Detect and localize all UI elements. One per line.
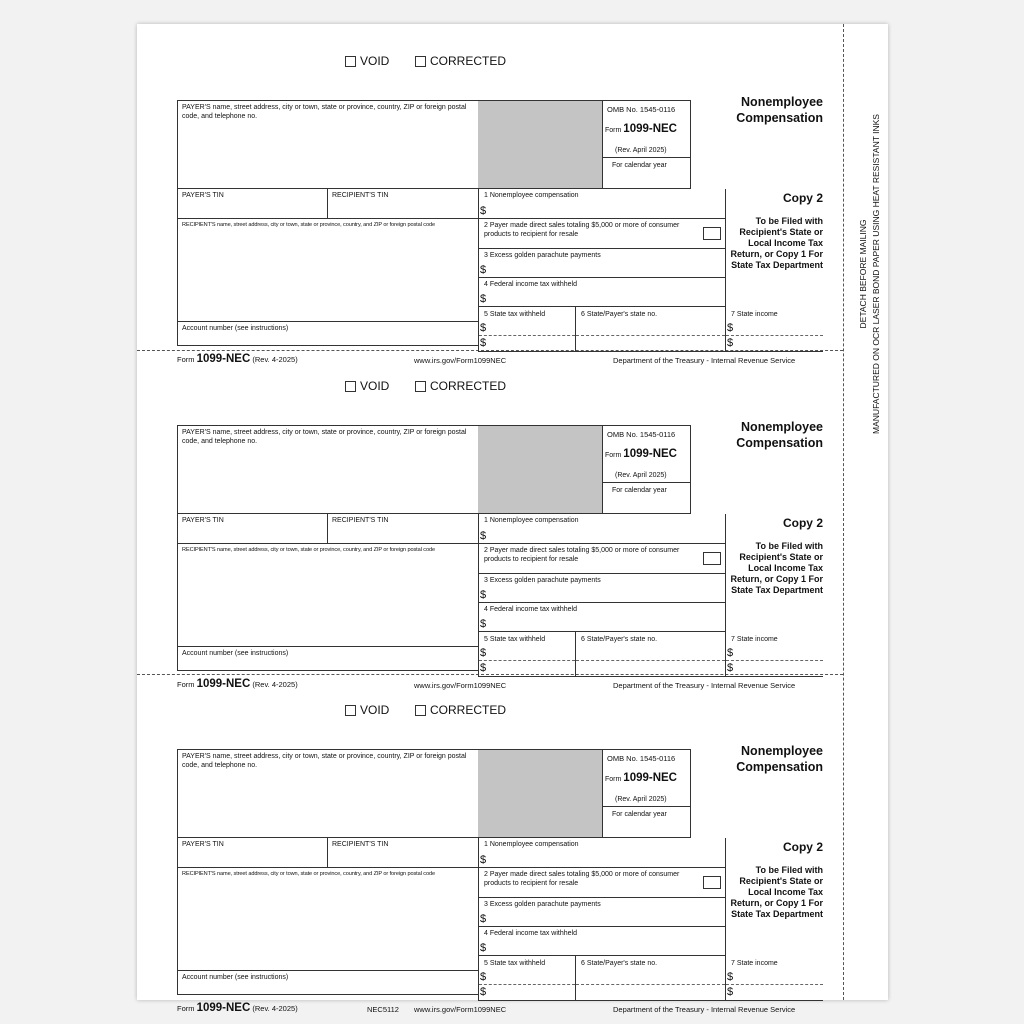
void-option[interactable] <box>345 379 389 393</box>
box3-label: 3 Excess golden parachute payments <box>484 252 601 259</box>
dollar-sign: $ <box>480 530 487 542</box>
box6-field[interactable] <box>575 956 726 1001</box>
irs-url[interactable]: www.irs.gov/Form1099NEC <box>414 1005 507 1014</box>
form-1099-nec <box>137 379 843 690</box>
calendar-year-field[interactable] <box>602 157 691 189</box>
form-1099-nec <box>137 703 843 1014</box>
payer-tin-label: PAYER'S TIN <box>182 841 224 848</box>
footer-form-id: Form 1099-NEC (Rev. 4-2025) <box>177 353 298 365</box>
dollar-sign: $ <box>727 322 734 334</box>
box2-field <box>478 544 726 574</box>
box5-divider <box>479 335 575 336</box>
form-title: Nonemployee Compensation <box>736 744 823 774</box>
box5-label: 5 State tax withheld <box>484 960 546 967</box>
box6-label: 6 State/Payer's state no. <box>581 311 658 318</box>
box2-label: 2 Payer made direct sales totaling $5,000 or more of consumer products to recipient for resale <box>484 871 680 887</box>
box1-label: 1 Nonemployee compensation <box>484 841 579 848</box>
corrected-label: CORRECTED <box>430 703 507 717</box>
form-id: Form 1099-NEC <box>605 123 677 135</box>
corrected-label: CORRECTED <box>430 54 507 68</box>
box5-field[interactable] <box>478 956 575 1001</box>
dollar-sign: $ <box>480 589 487 601</box>
box3-field[interactable] <box>478 249 726 278</box>
payer-tin-field[interactable] <box>177 189 328 219</box>
omb-number: OMB No. 1545-0116 <box>607 105 676 114</box>
void-label: VOID <box>360 54 390 68</box>
account-number-field[interactable] <box>177 971 478 995</box>
box7-divider <box>726 984 823 985</box>
calendar-year-label: For calendar year <box>612 162 667 169</box>
box7-divider <box>726 335 823 336</box>
recipient-tin-field[interactable] <box>327 514 478 544</box>
void-checkbox[interactable] <box>345 705 356 716</box>
box5-divider <box>479 660 575 661</box>
account-number-label: Account number (see instructions) <box>182 650 289 657</box>
dollar-sign: $ <box>727 971 734 983</box>
calendar-year-label: For calendar year <box>612 487 667 494</box>
void-checkbox[interactable] <box>345 381 356 392</box>
footer-form-id: Form 1099-NEC (Rev. 4-2025) <box>177 678 298 690</box>
irs-url[interactable]: www.irs.gov/Form1099NEC <box>414 681 507 690</box>
calendar-year-label: For calendar year <box>612 811 667 818</box>
box3-label: 3 Excess golden parachute payments <box>484 577 601 584</box>
box2-field <box>478 219 726 249</box>
corrected-checkbox[interactable] <box>415 705 426 716</box>
revision: (Rev. April 2025) <box>615 472 667 479</box>
form-id: Form 1099-NEC <box>605 448 677 460</box>
void-label: VOID <box>360 379 390 393</box>
detach-notice: DETACH BEFORE MAILING <box>858 219 868 329</box>
dollar-sign: $ <box>480 971 487 983</box>
box5-label: 5 State tax withheld <box>484 636 546 643</box>
product-code: NEC5112 <box>367 1005 399 1014</box>
omb-block <box>602 749 691 838</box>
copy-description: To be Filed with Recipient's State or Local Income Tax Return, or Copy 1 For State Tax Department <box>730 541 823 595</box>
payer-name-field[interactable] <box>177 425 478 514</box>
dollar-sign: $ <box>727 662 734 674</box>
form-1099-nec <box>137 54 843 365</box>
box6-divider <box>576 335 725 336</box>
recipient-name-field[interactable] <box>177 219 478 322</box>
dollar-sign: $ <box>480 264 487 276</box>
void-option[interactable] <box>345 54 389 68</box>
payer-tin-label: PAYER'S TIN <box>182 192 224 199</box>
box3-label: 3 Excess golden parachute payments <box>484 901 601 908</box>
omb-block <box>602 425 691 514</box>
department-line: Department of the Treasury - Internal Revenue Service <box>613 681 796 690</box>
box2-checkbox[interactable] <box>703 227 721 240</box>
recipient-name-field[interactable] <box>177 868 478 971</box>
dollar-sign: $ <box>480 322 487 334</box>
box3-field[interactable] <box>478 898 726 927</box>
recipient-tin-field[interactable] <box>327 838 478 868</box>
dollar-sign: $ <box>480 986 487 998</box>
revision: (Rev. April 2025) <box>615 147 667 154</box>
corrected-option[interactable] <box>415 703 506 717</box>
dollar-sign: $ <box>727 337 734 349</box>
dollar-sign: $ <box>480 647 487 659</box>
shaded-year-box <box>478 749 602 838</box>
copy-description: To be Filed with Recipient's State or Local Income Tax Return, or Copy 1 For State Tax Department <box>730 865 823 919</box>
calendar-year-field[interactable] <box>602 806 691 838</box>
box1-field[interactable] <box>478 514 726 544</box>
vertical-cut-line <box>843 24 844 1000</box>
account-number-field[interactable] <box>177 647 478 671</box>
shaded-year-box <box>478 100 602 189</box>
copy-label: Copy 2 <box>782 516 823 530</box>
box4-label: 4 Federal income tax withheld <box>484 606 577 613</box>
form-title: Nonemployee Compensation <box>736 420 823 450</box>
void-checkbox[interactable] <box>345 56 356 67</box>
box2-field <box>478 868 726 898</box>
box7-field[interactable] <box>726 307 823 352</box>
recipient-tin-label: RECIPIENT'S TIN <box>332 841 389 848</box>
box6-field[interactable] <box>575 632 726 677</box>
box5-field[interactable] <box>478 632 575 677</box>
irs-url[interactable]: www.irs.gov/Form1099NEC <box>414 356 507 365</box>
dollar-sign: $ <box>480 662 487 674</box>
omb-number: OMB No. 1545-0116 <box>607 430 676 439</box>
recipient-tin-field[interactable] <box>327 189 478 219</box>
box2-checkbox[interactable] <box>703 876 721 889</box>
payer-name-label: PAYER'S name, street address, city or town, state or province, country, ZIP or foreign postal code, and telephone no. <box>182 753 467 769</box>
payer-tin-field[interactable] <box>177 838 328 868</box>
dollar-sign: $ <box>480 942 487 954</box>
recipient-tin-label: RECIPIENT'S TIN <box>332 192 389 199</box>
box7-divider <box>726 660 823 661</box>
corrected-option[interactable] <box>415 54 506 68</box>
recipient-tin-label: RECIPIENT'S TIN <box>332 517 389 524</box>
form-sheet <box>137 24 888 1014</box>
omb-number: OMB No. 1545-0116 <box>607 754 676 763</box>
copy-label: Copy 2 <box>782 191 823 205</box>
dollar-sign: $ <box>480 913 487 925</box>
revision: (Rev. April 2025) <box>615 796 667 803</box>
payer-name-label: PAYER'S name, street address, city or town, state or province, country, ZIP or foreign postal code, and telephone no. <box>182 104 467 120</box>
box5-field[interactable] <box>478 307 575 352</box>
box4-field[interactable] <box>478 927 726 956</box>
box5-label: 5 State tax withheld <box>484 311 546 318</box>
department-line: Department of the Treasury - Internal Revenue Service <box>613 356 796 365</box>
recipient-name-field[interactable] <box>177 544 478 647</box>
void-label: VOID <box>360 703 390 717</box>
account-number-field[interactable] <box>177 322 478 346</box>
department-line: Department of the Treasury - Internal Revenue Service <box>613 1005 796 1014</box>
dollar-sign: $ <box>727 647 734 659</box>
box5-divider <box>479 984 575 985</box>
recipient-name-label: RECIPIENT'S name, street address, city or town, state or province, country, and ZIP or foreign postal code <box>182 222 435 228</box>
box3-field[interactable] <box>478 574 726 603</box>
box4-field[interactable] <box>478 278 726 307</box>
calendar-year-field[interactable] <box>602 482 691 514</box>
dollar-sign: $ <box>480 293 487 305</box>
box1-label: 1 Nonemployee compensation <box>484 192 579 199</box>
dollar-sign: $ <box>480 205 487 217</box>
box2-label: 2 Payer made direct sales totaling $5,000 or more of consumer products to recipient for resale <box>484 547 680 563</box>
box7-field[interactable] <box>726 632 823 677</box>
payer-name-field[interactable] <box>177 100 478 189</box>
box4-label: 4 Federal income tax withheld <box>484 281 577 288</box>
payer-name-label: PAYER'S name, street address, city or town, state or province, country, ZIP or foreign postal code, and telephone no. <box>182 429 467 445</box>
payer-name-field[interactable] <box>177 749 478 838</box>
dollar-sign: $ <box>727 986 734 998</box>
box6-divider <box>576 984 725 985</box>
corrected-checkbox[interactable] <box>415 56 426 67</box>
box7-field[interactable] <box>726 956 823 1001</box>
box6-label: 6 State/Payer's state no. <box>581 636 658 643</box>
box6-divider <box>576 660 725 661</box>
box1-label: 1 Nonemployee compensation <box>484 517 579 524</box>
recipient-name-label: RECIPIENT'S name, street address, city or town, state or province, country, and ZIP or foreign postal code <box>182 547 435 553</box>
box7-label: 7 State income <box>731 960 778 967</box>
box2-checkbox[interactable] <box>703 552 721 565</box>
box7-label: 7 State income <box>731 636 778 643</box>
paper-notice: MANUFACTURED ON OCR LASER BOND PAPER USING HEAT RESISTANT INKS <box>871 114 881 434</box>
form-title: Nonemployee Compensation <box>736 95 823 125</box>
box2-label: 2 Payer made direct sales totaling $5,000 or more of consumer products to recipient for resale <box>484 222 680 238</box>
corrected-label: CORRECTED <box>430 379 507 393</box>
corrected-checkbox[interactable] <box>415 381 426 392</box>
recipient-name-label: RECIPIENT'S name, street address, city or town, state or province, country, and ZIP or foreign postal code <box>182 871 435 877</box>
box7-label: 7 State income <box>731 311 778 318</box>
box1-field[interactable] <box>478 189 726 219</box>
box4-field[interactable] <box>478 603 726 632</box>
account-number-label: Account number (see instructions) <box>182 325 289 332</box>
payer-tin-label: PAYER'S TIN <box>182 517 224 524</box>
void-option[interactable] <box>345 703 389 717</box>
form-id: Form 1099-NEC <box>605 772 677 784</box>
copy-label: Copy 2 <box>782 840 823 854</box>
box6-field[interactable] <box>575 307 726 352</box>
corrected-option[interactable] <box>415 379 506 393</box>
shaded-year-box <box>478 425 602 514</box>
copy-description: To be Filed with Recipient's State or Local Income Tax Return, or Copy 1 For State Tax Department <box>730 216 823 270</box>
payer-tin-field[interactable] <box>177 514 328 544</box>
side-notice <box>855 69 885 479</box>
footer-form-id: Form 1099-NEC (Rev. 4-2025) <box>177 1002 298 1014</box>
omb-block <box>602 100 691 189</box>
box6-label: 6 State/Payer's state no. <box>581 960 658 967</box>
box1-field[interactable] <box>478 838 726 868</box>
account-number-label: Account number (see instructions) <box>182 974 289 981</box>
dollar-sign: $ <box>480 854 487 866</box>
box4-label: 4 Federal income tax withheld <box>484 930 577 937</box>
dollar-sign: $ <box>480 337 487 349</box>
dollar-sign: $ <box>480 618 487 630</box>
